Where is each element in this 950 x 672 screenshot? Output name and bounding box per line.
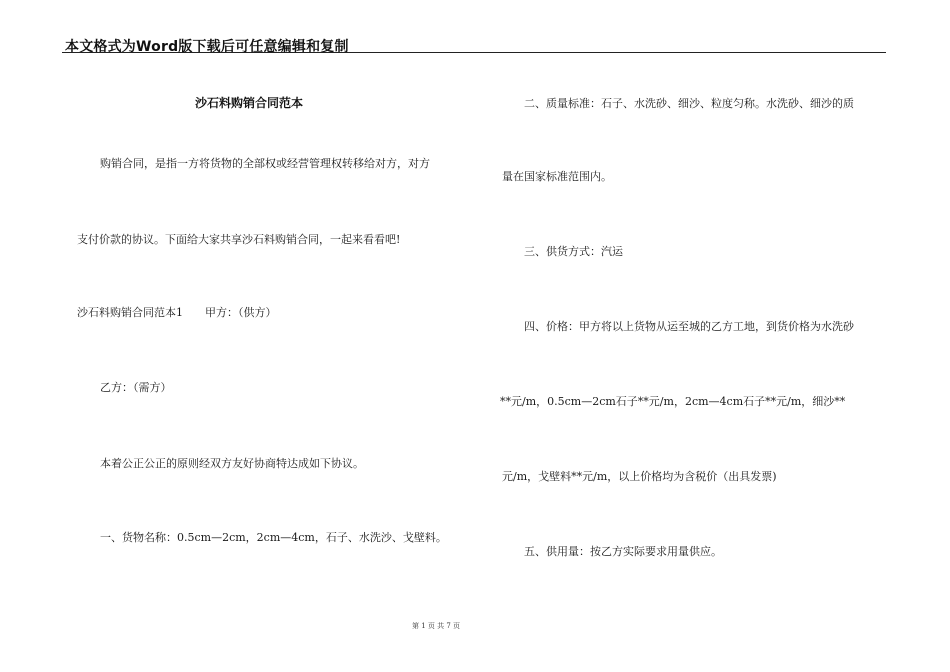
document-title: 沙石料购销合同范本 (195, 96, 304, 110)
item-2-quality-line-2: 量在国家标准范围内。 (502, 170, 612, 183)
item-4-price-line-2: **元/m，0.5cm—2cm石子**元/m，2cm—4cm石子**元/m，细沙** (500, 395, 846, 408)
intro-line-2: 支付价款的协议。下面给大家共享沙石料购销合同，一起来看看吧! (77, 233, 401, 246)
sample-heading-row (77, 304, 277, 320)
item-4-price-line-1: 四、价格：甲方将以上货物从运至城的乙方工地，到货价格为水洗砂 (524, 320, 854, 333)
item-4-price-line-3: 元/m，戈壁料**元/m，以上价格均为含税价（出具发票) (502, 470, 777, 483)
sample-name: 沙石料购销合同范本1 (77, 306, 183, 319)
principle-line: 本着公正公正的原则经双方友好协商特达成如下协议。 (100, 457, 364, 470)
item-2-quality-line-1: 二、质量标准：石子、水洗砂、细沙、粒度匀称。水洗砂、细沙的质 (524, 97, 854, 110)
page-number: 第 1 页 共 7 页 (412, 622, 461, 630)
party-b: 乙方：（需方） (100, 381, 172, 394)
download-banner: 本文格式为Word版下载后可任意编辑和复制 (65, 39, 349, 55)
item-1-goods: 一、货物名称：0.5cm—2cm，2cm—4cm，石子、水洗沙、戈壁料。 (100, 531, 447, 544)
intro-line-1: 购销合同，是指一方将货物的全部权或经营管理权转移给对方，对方 (100, 157, 430, 170)
header-divider (62, 52, 886, 53)
party-a: 甲方：（供方） (205, 306, 277, 319)
item-3-supply-method: 三、供货方式：汽运 (524, 245, 623, 258)
item-5-supply-quantity: 五、供用量：按乙方实际要求用量供应。 (524, 545, 722, 558)
